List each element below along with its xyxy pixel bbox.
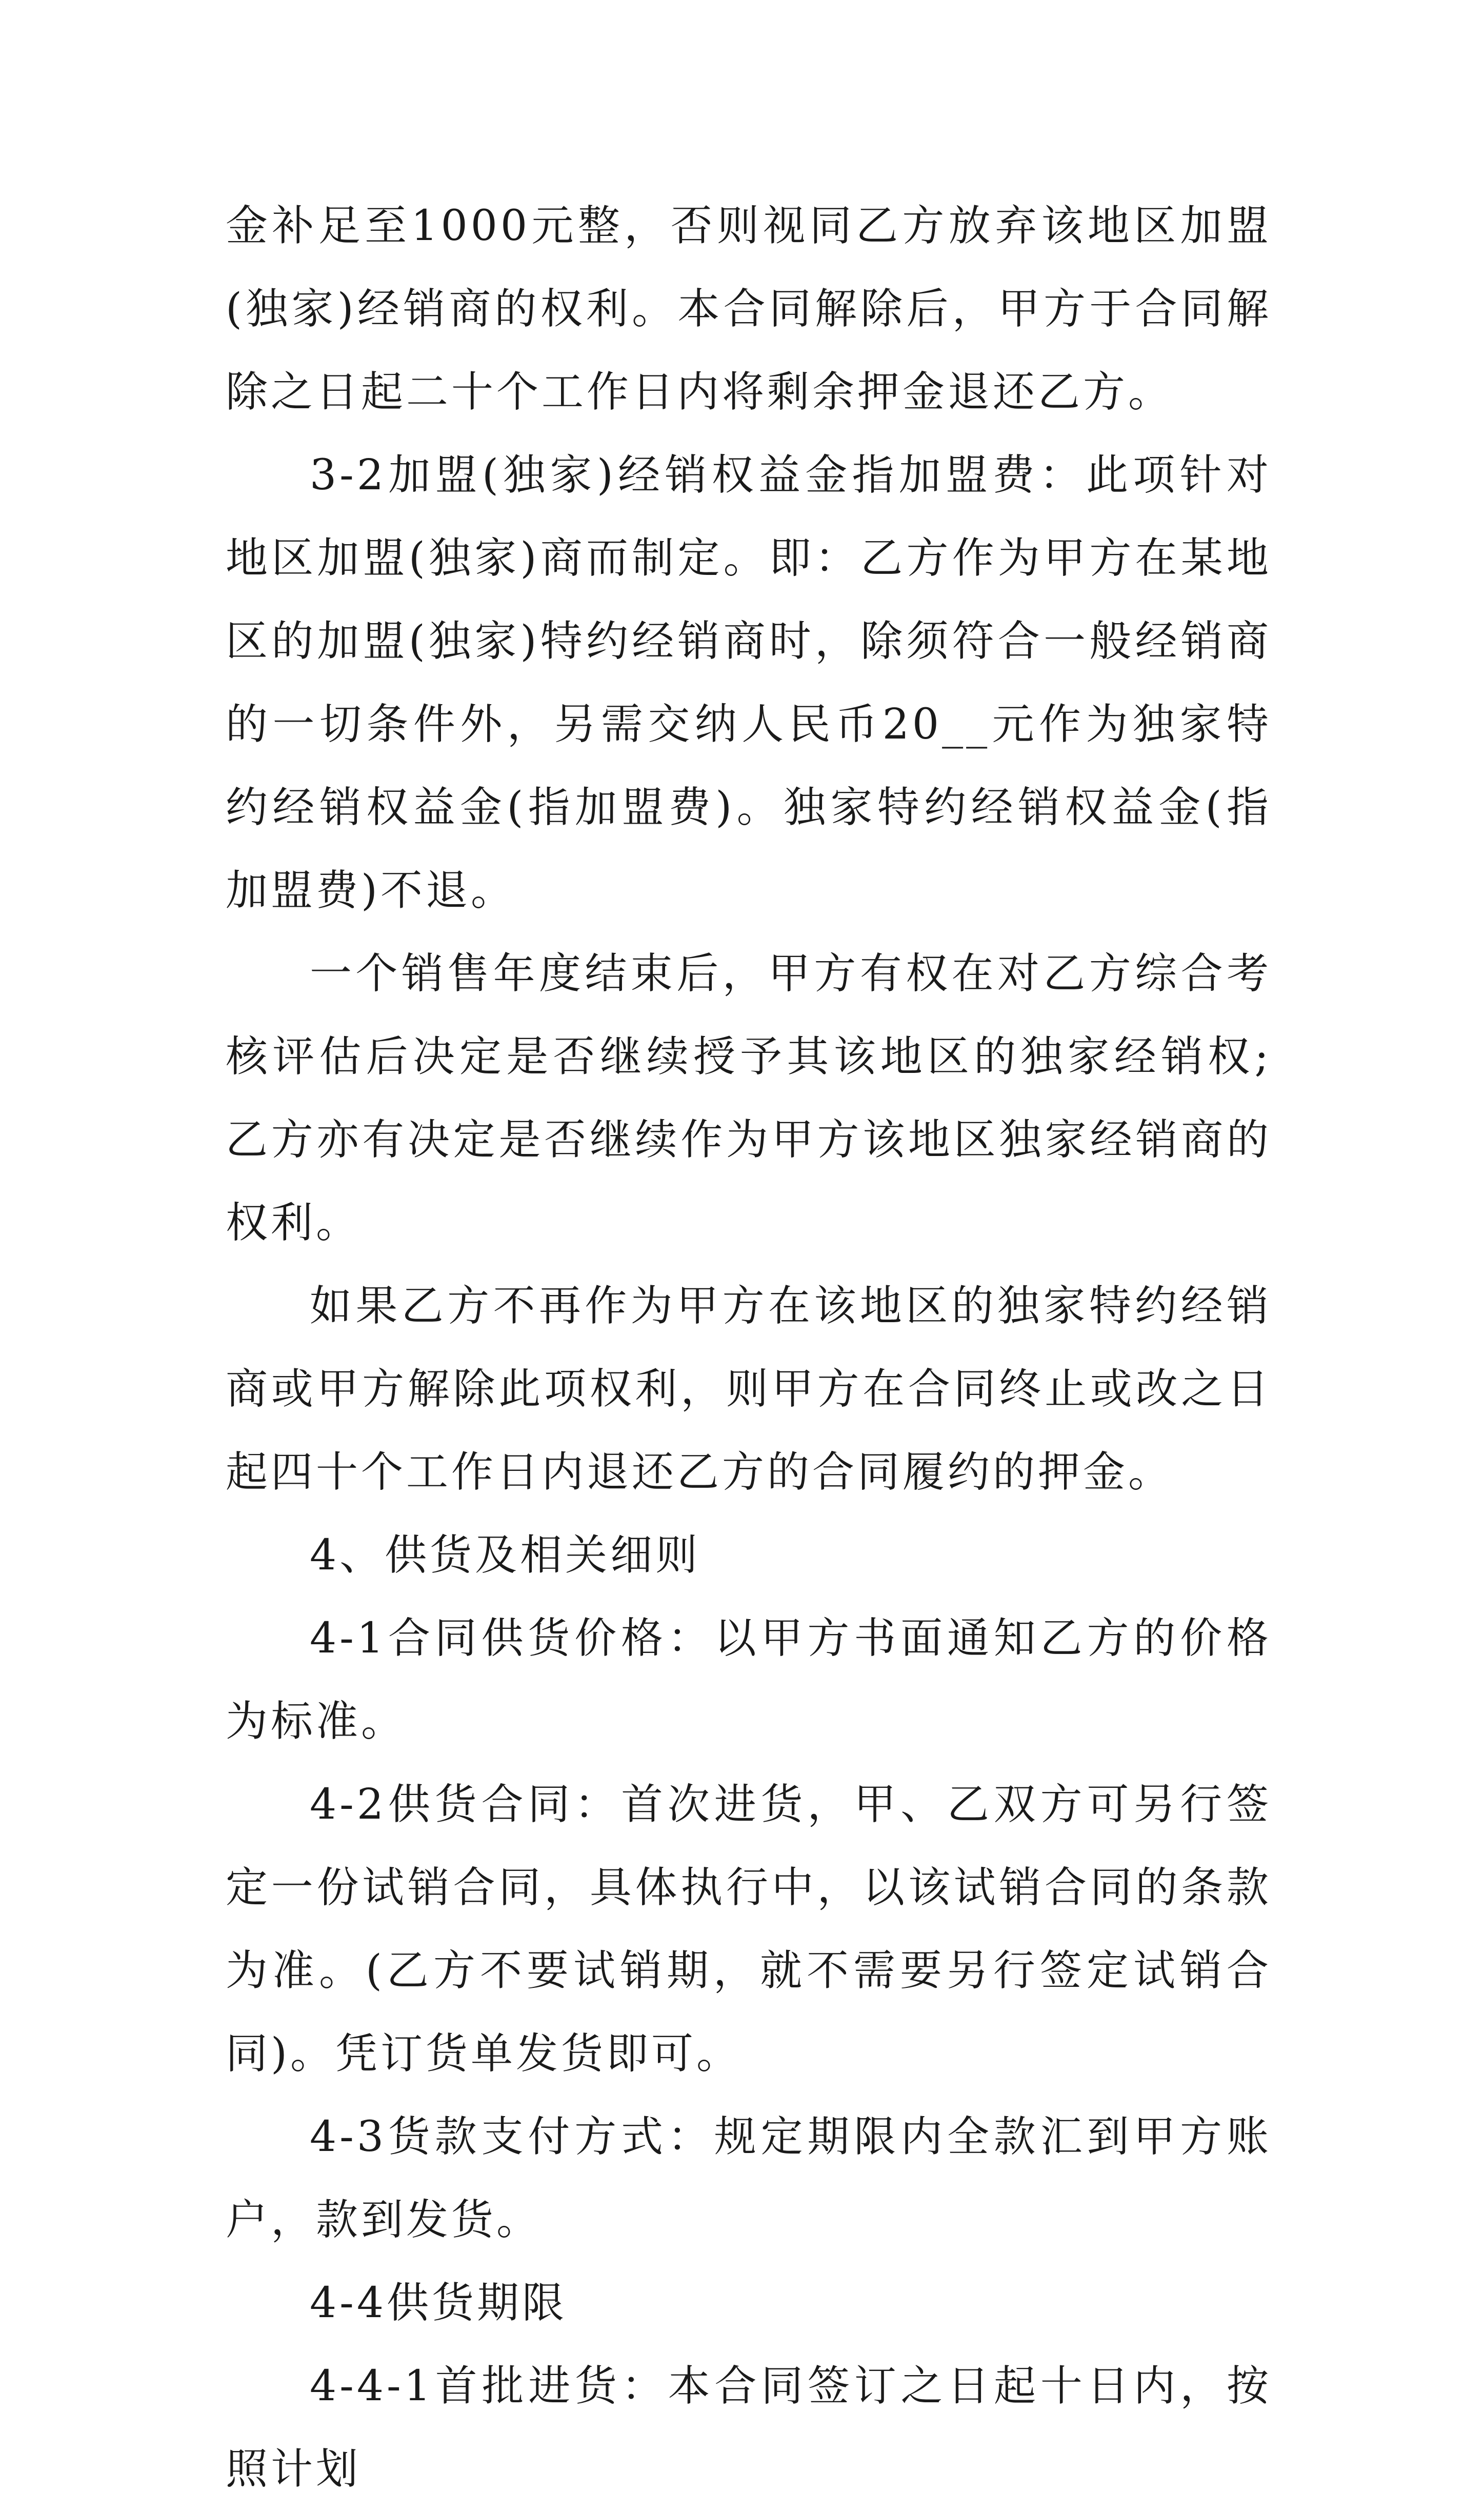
paragraph-deposit-refund: 金补足至1000元整，否则视同乙方放弃该地区加盟(独家)经销商的权利。本合同解除后，甲方于合同解除之日起二十个工作日内将剩余押金退还乙方。 [226, 202, 1272, 416]
paragraph-payment-method: 4-3货款支付方式：规定期限内全款汇到甲方账户，款到发货。 [226, 2113, 1272, 2244]
document-body [226, 185, 1272, 2511]
paragraph-annual-review: 一个销售年度结束后，甲方有权在对乙方综合考核评估后决定是否继续授予其该地区的独家经销权;乙方亦有决定是否继续作为甲方该地区独家经销商的权利。 [226, 949, 1272, 1247]
paragraph-first-order: 4-4-1首批进货：本合同签订之日起十日内，按照计划 [226, 2362, 1272, 2494]
paragraph-supply-price: 4-1合同供货价格：以甲方书面通知乙方的价格为标准。 [226, 1614, 1272, 1746]
paragraph-franchise-fee: 3-2加盟(独家)经销权益金指加盟费：此项针对地区加盟(独家)商而制定。即：乙方作为甲方在某地区的加盟(独家)特约经销商时，除须符合一般经销商的一切条件外，另需交纳人民币20__元作为独家特约经销权益金(指加盟费)。独家特约经销权益金(指加盟费)不退。 [226, 451, 1272, 915]
paragraph-supply-contract: 4-2供货合同：首次进货，甲、乙双方可另行签定一份试销合同，具体执行中，以该试销合同的条款为准。(乙方不要试销期，就不需要另行签定试销合同)。凭订货单发货即可。 [226, 1780, 1272, 2078]
section-heading-supply-period: 4-4供货期限 [310, 2279, 568, 2327]
section-heading-supply: 4、供货及相关细则 [310, 1531, 701, 1580]
paragraph-rights-termination: 如果乙方不再作为甲方在该地区的独家特约经销商或甲方解除此项权利，则甲方在合同终止或改之日起四十个工作日内退还乙方的合同履约的押金。 [226, 1282, 1272, 1497]
